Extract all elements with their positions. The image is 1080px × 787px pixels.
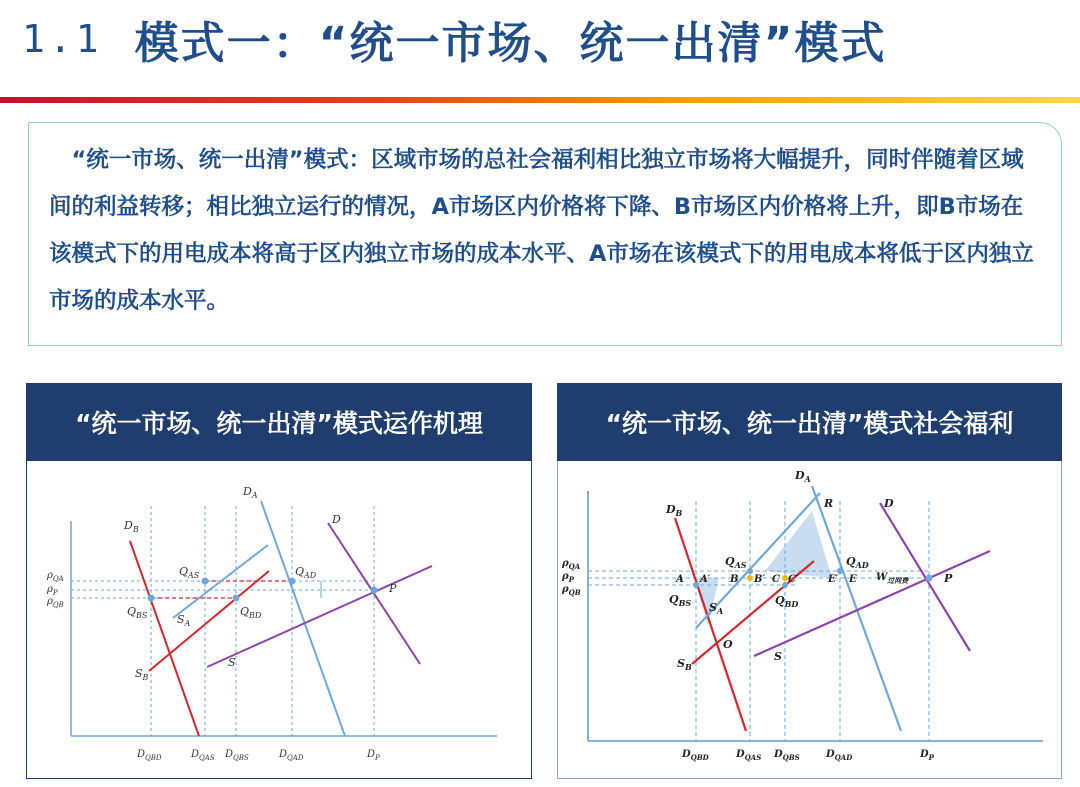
label-x-dqbd: $D_{QBD}$	[682, 749, 709, 762]
label-r: R	[824, 497, 834, 510]
label-point-b-prime: B′	[754, 574, 766, 585]
label-point-b: B	[730, 574, 739, 585]
label-point-c-prime: C′	[788, 574, 799, 585]
label-rho-qb: $\rho_{QB}$	[562, 584, 581, 597]
mechanism-diagram	[27, 461, 530, 777]
label-o: O	[723, 638, 733, 651]
mechanism-diagram-frame	[26, 461, 532, 779]
label-d: D	[332, 513, 341, 526]
welfare-panel-title: “统一市场、统一出清”模式社会福利	[557, 383, 1062, 461]
label-db: $D_B$	[124, 519, 139, 534]
label-point-a-prime: A′	[700, 574, 711, 585]
label-wheeling-fee: $W_{过网费}$	[876, 572, 909, 585]
label-qbd: $Q_{BD}$	[775, 594, 799, 609]
label-point-e: E	[849, 574, 857, 585]
label-qad: $Q_{AD}$	[846, 555, 869, 570]
welfare-area-a	[765, 511, 832, 578]
welfare-panel	[557, 383, 1062, 779]
label-sa: $S_A$	[709, 601, 724, 616]
label-sb: $S_B$	[135, 667, 149, 682]
label-qbs: $Q_{BS}$	[127, 605, 148, 620]
label-x-dp: $D_P$	[920, 749, 934, 762]
label-x-dqbd: $D_{QBD}$	[137, 749, 162, 762]
summary-box	[28, 122, 1062, 346]
section-title: 模式一：“统一市场、统一出清”模式	[134, 18, 887, 69]
label-da: $D_A$	[243, 485, 258, 500]
label-qbs: $Q_{BS}$	[669, 593, 692, 608]
label-x-dqbs: $D_{QBS}$	[225, 749, 249, 762]
section-number: 1.1	[22, 17, 103, 61]
label-qbd: $Q_{BD}$	[240, 605, 262, 620]
title-divider	[0, 97, 1080, 103]
label-point-e-prime: E′	[828, 574, 839, 585]
label-point-a: A	[676, 574, 684, 585]
label-rho-p: $\rho_P$	[47, 584, 58, 597]
label-x-dqas: $D_{QAS}$	[191, 749, 215, 762]
label-p: P	[389, 582, 397, 595]
label-x-dqad: $D_{QAD}$	[279, 749, 304, 762]
label-sb: $S_B$	[677, 657, 692, 672]
label-x-dp: $D_P$	[367, 749, 380, 762]
demand-curve-da	[261, 501, 345, 736]
label-rho-qa: $\rho_{QA}$	[562, 558, 581, 571]
label-qas: $Q_{AS}$	[179, 565, 200, 580]
mechanism-panel-title: “统一市场、统一出清”模式运作机理	[26, 383, 532, 461]
label-x-dqbs: $D_{QBS}$	[774, 749, 800, 762]
label-rho-qb: $\rho_{QB}$	[47, 596, 64, 609]
label-x-dqas: $D_{QAS}$	[736, 749, 762, 762]
label-db: $D_B$	[666, 503, 683, 518]
demand-curve-db	[675, 518, 746, 731]
label-rho-p: $\rho_P$	[562, 571, 574, 584]
label-da: $D_A$	[795, 469, 811, 484]
label-s: S	[228, 656, 236, 669]
welfare-diagram-frame	[557, 461, 1062, 779]
mechanism-panel	[26, 383, 532, 779]
label-qas: $Q_{AS}$	[725, 555, 747, 570]
label-d: D	[884, 497, 894, 510]
label-rho-qa: $\rho_{QA}$	[47, 570, 64, 583]
supply-curve-sb	[149, 571, 269, 671]
label-p: P	[944, 572, 953, 585]
page-title	[22, 8, 886, 70]
summary-text: “统一市场、统一出清”模式：区域市场的总社会福利相比独立市场将大幅提升，同时伴随着区域间的利益转移；相比独立运行的情况，A市场区内价格将下降、B市场区内价格将上升，即B市场在该模式下的用电成本将高于区内独立市场的成本水平、A市场在该模式下的用电成本将低于区内独立市场的成本水平。	[49, 147, 1034, 314]
label-point-c: C	[772, 574, 780, 585]
demand-curve-da	[812, 486, 901, 731]
label-s: S	[774, 650, 782, 663]
label-qad: $Q_{AD}$	[295, 565, 317, 580]
label-x-dqad: $D_{QAD}$	[826, 749, 853, 762]
label-sa: $S_A$	[177, 613, 191, 628]
welfare-diagram	[558, 461, 1061, 777]
